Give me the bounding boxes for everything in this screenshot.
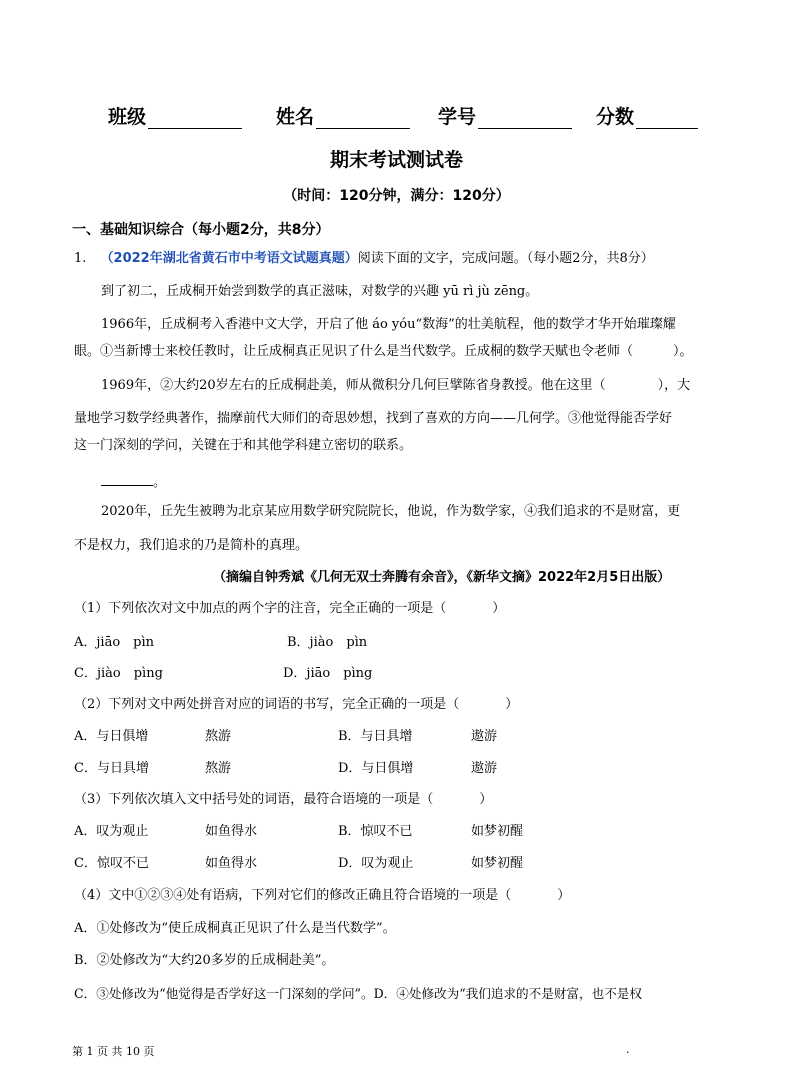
name-blank[interactable] <box>316 110 410 129</box>
sub-question-3-option-d-word-2: 如梦初醒 <box>471 856 524 871</box>
passage-text: 眼。①当新博士来校任教时，让丘成桐真正见识了什么是当代数学。丘成桐的数学天赋也令老师（ <box>74 344 634 359</box>
score-blank[interactable] <box>636 110 698 129</box>
sub-question-2-stem <box>74 696 518 714</box>
question-source: （2022年湖北省黄石市中考语文试题真题） <box>100 251 358 266</box>
question-instruction: 阅读下面的文字，完成问题。（每小题2分，共8分） <box>357 251 654 266</box>
stem-text: （1）下列依次对文中加点的两个字的注音，完全正确的一项是（ <box>74 601 447 616</box>
student-id-field <box>438 102 572 129</box>
passage-paragraph-1: 到了初二，丘成桐开始尝到数学的真正滋味，对数学的兴趣 yū rì jù zēng。 <box>101 284 539 299</box>
passage-paragraph-2-line-1: 1966年，丘成桐考入香港中文大学，开启了他 áo yóu“数海”的壮美航程，他的数学才华开始璀璨耀 <box>101 317 676 332</box>
section-title: 一、基础知识综合（每小题2分，共8分） <box>72 222 330 238</box>
sub-question-3-option-a[interactable] <box>74 823 148 841</box>
score-field <box>596 102 698 129</box>
student-info-row <box>108 102 708 132</box>
sub-question-2-option-c[interactable] <box>74 760 149 778</box>
sub-question-3-option-b-word-2: 如梦初醒 <box>471 824 524 839</box>
sub-question-4-option-b[interactable]: B．②处修改为“大约20多岁的丘成桐赴美”。 <box>74 953 335 968</box>
option-word-1: C．与日具增 <box>74 761 149 776</box>
sub-question-3-option-c-word-2: 如鱼得水 <box>205 856 258 871</box>
sub-question-3-option-a-word-2: 如鱼得水 <box>205 824 258 839</box>
student-id-label: 学号 <box>438 106 477 128</box>
sub-question-1-option-b[interactable]: B．jiào pìn <box>287 635 368 650</box>
passage-text: 。 <box>153 475 167 490</box>
sub-question-2-option-b-word-2: 遨游 <box>471 729 498 744</box>
sub-question-3-stem <box>74 791 492 809</box>
stem-text: （4）文中①②③④处有语病，下列对它们的修改正确且符合语境的一项是（ <box>74 888 512 903</box>
passage-paragraph-2-line-2 <box>74 343 693 361</box>
stem-text: （3）下列依次填入文中括号处的词语，最符合语境的一项是（ <box>74 792 434 807</box>
sub-question-3-option-d[interactable] <box>338 855 413 873</box>
question-1-header <box>74 250 654 268</box>
name-field <box>276 102 410 129</box>
option-word-1: D．与日俱增 <box>338 761 414 776</box>
sub-question-2-option-a[interactable] <box>74 728 148 746</box>
option-word-1: D．叹为观止 <box>338 856 414 871</box>
exam-title: 期末考试测试卷 <box>329 149 463 171</box>
option-word-1: B．与日具增 <box>338 729 413 744</box>
sub-question-2-option-d[interactable] <box>338 760 413 778</box>
stem-text: ） <box>557 888 571 903</box>
sub-question-4-option-c-and-d[interactable]: C．③处修改为“他觉得是否学好这一门深刻的学问”。D．④处修改为“我们追求的不是财富，也不是权 <box>74 986 642 1001</box>
option-word-1: C．惊叹不已 <box>74 856 149 871</box>
class-blank[interactable] <box>148 110 242 129</box>
exam-subtitle: （时间：120分钟，满分：120分） <box>283 188 510 204</box>
sub-question-3-option-c[interactable] <box>74 855 149 873</box>
sub-question-2-option-a-word-2: 熬游 <box>205 729 232 744</box>
option-word-1: B．惊叹不已 <box>338 824 413 839</box>
sub-question-4-option-a[interactable]: A．①处修改为“使丘成桐真正见识了什么是当代数学”。 <box>74 921 396 936</box>
sub-question-1-option-d[interactable]: D．jiāo pìng <box>283 666 373 681</box>
passage-citation: （摘编自钟秀斌《几何无双士奔腾有余音》，《新华文摘》2022年2月5日出版） <box>213 570 671 585</box>
sub-question-3-option-b[interactable] <box>338 823 413 841</box>
passage-text: ），大 <box>657 378 691 393</box>
sub-question-1-stem <box>74 600 505 618</box>
student-id-blank[interactable] <box>478 110 572 129</box>
sub-question-2-option-d-word-2: 遨游 <box>471 761 498 776</box>
class-field <box>108 102 242 129</box>
sub-question-1-option-c[interactable]: C．jiào pìng <box>74 666 163 681</box>
passage-text: ）。 <box>673 344 693 359</box>
stem-text: ） <box>492 601 506 616</box>
footer-dot: . <box>626 1043 630 1056</box>
option-word-1: A．叹为观止 <box>74 824 149 839</box>
stem-text: ） <box>505 697 519 712</box>
passage-paragraph-3-line-3: 这一门深刻的学问，关键在于和其他学科建立密切的联系。 <box>74 438 413 453</box>
page-footer: 第 1 页 共 10 页 <box>72 1045 155 1058</box>
answer-blank[interactable] <box>101 472 153 486</box>
question-number: 1. <box>74 251 87 266</box>
passage-text: 1969年，②大约20岁左右的丘成桐赴美，师从微积分几何巨擘陈省身教授。他在这里（ <box>101 378 606 393</box>
passage-paragraph-3-line-1 <box>101 377 690 395</box>
name-label: 姓名 <box>276 106 315 128</box>
sub-question-1-option-a[interactable]: A．jiāo pìn <box>74 635 155 650</box>
passage-paragraph-3-line-2: 量地学习数学经典著作，揣摩前代大师们的奇思妙想，找到了喜欢的方向——几何学。③他觉得能否学好 <box>74 411 673 426</box>
passage-paragraph-5-line-1: 2020年，丘先生被聘为北京某应用数学研究院院长，他说，作为数学家，④我们追求的不是财富，更 <box>101 504 681 519</box>
passage-paragraph-4 <box>101 472 166 492</box>
stem-text: （2）下列对文中两处拼音对应的词语的书写，完全正确的一项是（ <box>74 697 460 712</box>
sub-question-4-stem <box>74 887 570 905</box>
passage-paragraph-5-line-2: 不是权力，我们追求的乃是简朴的真理。 <box>74 538 309 553</box>
score-label: 分数 <box>596 106 635 128</box>
class-label: 班级 <box>108 106 147 128</box>
sub-question-2-option-c-word-2: 熬游 <box>205 761 232 776</box>
sub-question-2-option-b[interactable] <box>338 728 413 746</box>
option-word-1: A．与日俱增 <box>74 729 149 744</box>
stem-text: ） <box>479 792 493 807</box>
